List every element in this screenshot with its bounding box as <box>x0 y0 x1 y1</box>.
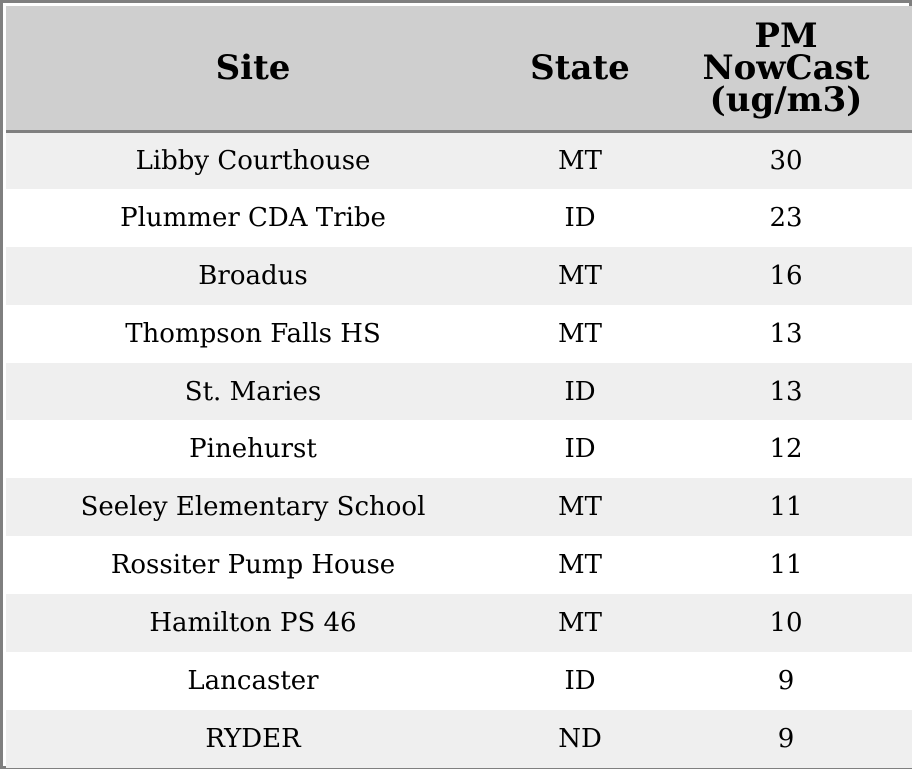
table-row <box>6 247 912 305</box>
site-cell: RYDER <box>205 723 301 754</box>
state-cell: ID <box>564 376 596 407</box>
header-site <box>6 6 500 131</box>
state-cell: MT <box>558 492 602 523</box>
pm-cell: 30 <box>769 145 803 176</box>
header-row <box>6 6 912 131</box>
state-cell: MT <box>558 318 602 349</box>
header-state-label: State <box>530 47 630 88</box>
state-cell: MT <box>558 550 602 581</box>
site-cell: Thompson Falls HS <box>125 318 381 349</box>
pm-cell: 13 <box>769 376 803 407</box>
site-cell: Broadus <box>198 260 308 291</box>
header-pm-line-2: NowCast <box>702 47 870 88</box>
table-row <box>6 305 912 363</box>
pm-cell: 12 <box>769 434 803 465</box>
table-row <box>6 594 912 652</box>
pm-cell: 16 <box>769 260 803 291</box>
state-cell: ID <box>564 434 596 465</box>
header-state <box>500 6 660 131</box>
header-pm-line-3: (ug/m3) <box>709 79 863 120</box>
pm-cell: 9 <box>777 665 795 696</box>
pm-cell: 13 <box>769 318 803 349</box>
pm-cell: 11 <box>769 550 803 581</box>
site-cell: Hamilton PS 46 <box>149 608 357 639</box>
site-cell: Rossiter Pump House <box>110 550 396 581</box>
state-cell: MT <box>558 608 602 639</box>
pm-nowcast-table <box>6 6 912 768</box>
site-cell: Pinehurst <box>189 434 317 465</box>
state-cell: MT <box>558 260 602 291</box>
table-row <box>6 131 912 189</box>
header-pm-line-1: PM <box>754 15 818 56</box>
table-row <box>6 478 912 536</box>
table-row <box>6 652 912 710</box>
site-cell: Seeley Elementary School <box>80 492 426 523</box>
state-cell: ID <box>564 202 596 233</box>
table-row <box>6 710 912 768</box>
table-row <box>6 363 912 421</box>
header-site-label: Site <box>215 47 291 88</box>
table-row <box>6 420 912 478</box>
pm-cell: 23 <box>769 202 803 233</box>
pm-cell: 11 <box>769 492 803 523</box>
site-cell: Plummer CDA Tribe <box>120 202 386 233</box>
header-pm-nowcast <box>660 6 912 131</box>
state-cell: ID <box>564 665 596 696</box>
table-row <box>6 189 912 247</box>
site-cell: Lancaster <box>187 665 319 696</box>
pm-cell: 9 <box>777 723 795 754</box>
pm-cell: 10 <box>769 608 803 639</box>
state-cell: MT <box>558 145 602 176</box>
table-body <box>6 131 912 768</box>
table-row <box>6 536 912 594</box>
site-cell: St. Maries <box>184 376 322 407</box>
state-cell: ND <box>558 723 602 754</box>
site-cell: Libby Courthouse <box>135 145 371 176</box>
